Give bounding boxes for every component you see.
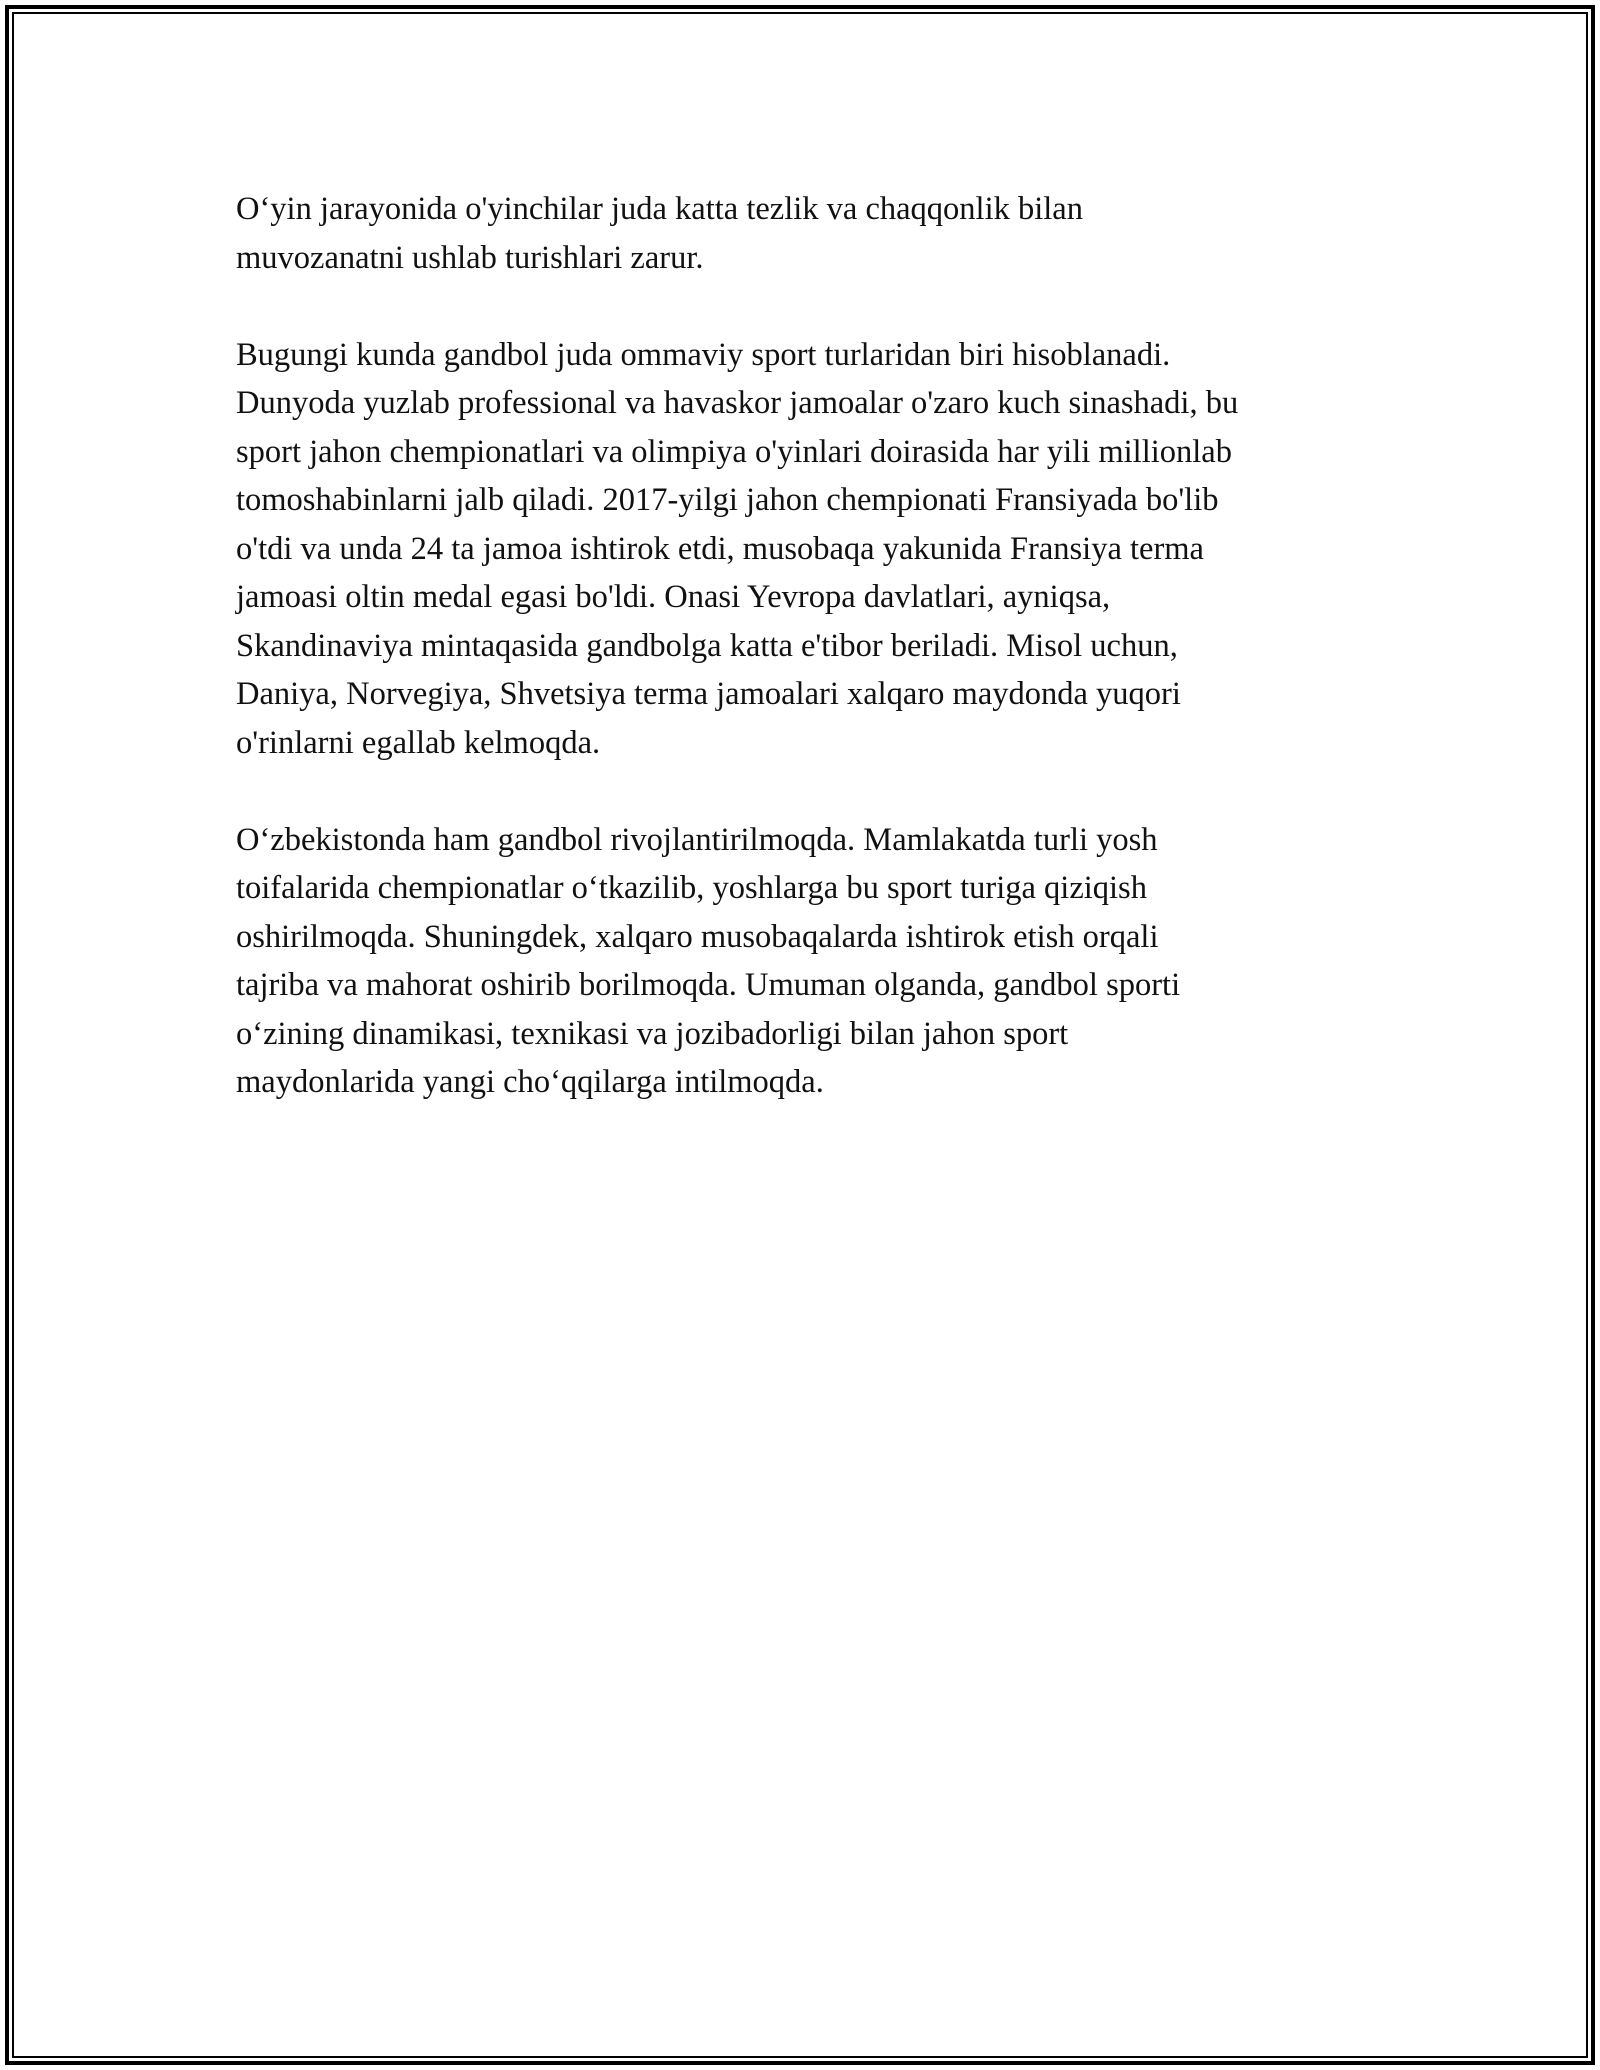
paragraph-line: o'rinlarni egallab kelmoqda. [236, 724, 601, 761]
paragraph-line: o'tdi va unda 24 ta jamoa ishtirok etdi, musobaqa yakunida Fransiya terma [236, 530, 1204, 567]
paragraph-line: O‘yin jarayonida o'yinchilar juda katta tezlik va chaqqonlik bilan [236, 191, 1083, 227]
paragraph-line: tomoshabinlarni jalb qiladi. 2017-yilgi jahon chempionati Fransiyada bo'lib [236, 482, 1219, 518]
paragraph-line: toifalarida chempionatlar o‘tkazilib, yoshlarga bu sport turiga qiziqish [236, 870, 1147, 906]
paragraph-2 [236, 331, 1386, 768]
paragraph-3 [236, 816, 1386, 1107]
paragraph-line: oshirilmoqda. Shuningdek, xalqaro musobaqalarda ishtirok etish orqali [236, 918, 1159, 955]
paragraph-line: Dunyoda yuzlab professional va havaskor jamoalar o'zaro kuch sinashadi, bu [236, 385, 1239, 421]
paragraph-line: Skandinaviya mintaqasida gandbolga katta e'tibor beriladi. Misol uchun, [236, 627, 1178, 664]
paragraph-line: muvozanatni ushlab turishlari zarur. [236, 239, 704, 276]
paragraph-1 [236, 185, 1386, 282]
paragraph-line: Daniya, Norvegiya, Shvetsiya terma jamoalari xalqaro maydonda yuqori [236, 676, 1181, 712]
paragraph-line: O‘zbekistonda ham gandbol rivojlantirilmoqda. Mamlakatda turli yosh [236, 821, 1158, 858]
paragraph-line: o‘zining dinamikasi, texnikasi va jozibadorligi bilan jahon sport [236, 1015, 1069, 1052]
paragraph-line: tajriba va mahorat oshirib borilmoqda. Umuman olganda, gandbol sporti [236, 967, 1181, 1003]
paragraph-line: sport jahon chempionatlari va olimpiya o'yinlari doirasida har yili millionlab [236, 433, 1232, 470]
document-body [236, 185, 1386, 1155]
paragraph-line: Bugungi kunda gandbol juda ommaviy sport turlaridan biri hisoblanadi. [236, 336, 1171, 373]
paragraph-line: jamoasi oltin medal egasi bo'ldi. Onasi Yevropa davlatlari, ayniqsa, [236, 579, 1111, 615]
paragraph-line: maydonlarida yangi cho‘qqilarga intilmoqda. [236, 1064, 824, 1100]
